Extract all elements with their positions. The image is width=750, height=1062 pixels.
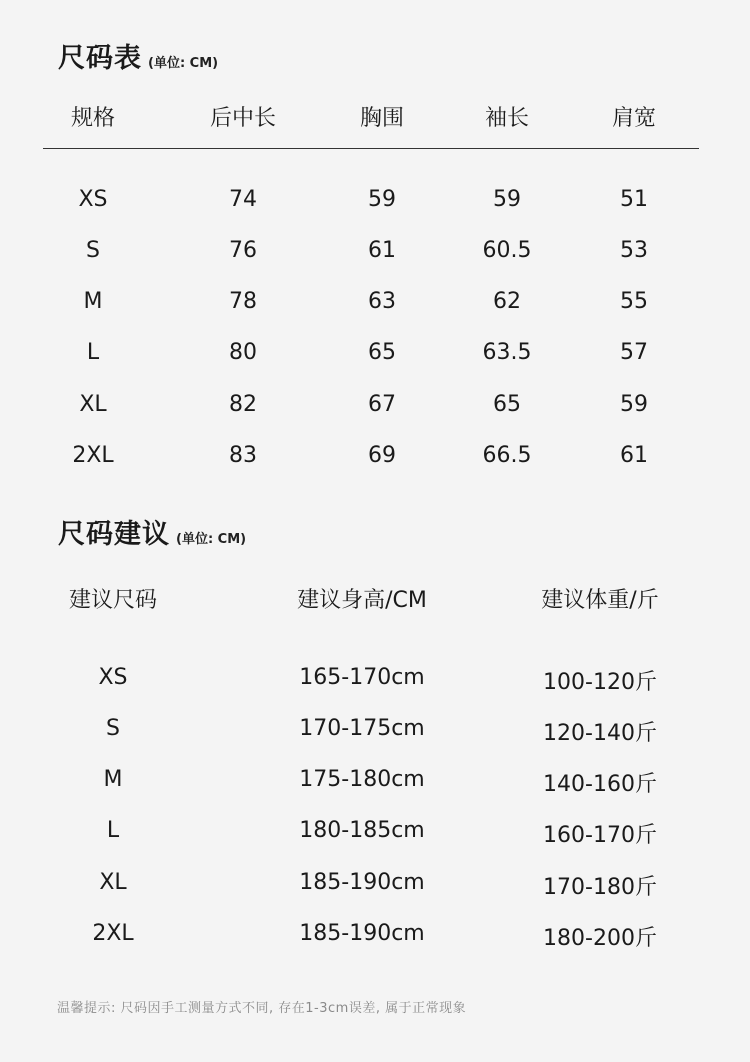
weight-range: 100-120斤	[543, 670, 657, 695]
size-label: M	[103, 767, 123, 792]
back-length-value: 80	[229, 340, 257, 365]
chest-value: 59	[368, 187, 396, 212]
weight-range: 140-160斤	[543, 772, 657, 797]
weight-range: 120-140斤	[543, 721, 657, 746]
size-label: S	[106, 716, 120, 741]
size-advice-title-block	[58, 512, 246, 551]
table-row	[0, 443, 750, 473]
sleeve-value: 59	[493, 187, 521, 212]
header-shoulder: 肩宽	[611, 106, 657, 131]
header-suggested-size: 建议尺码	[68, 588, 158, 613]
back-length-value: 76	[229, 238, 257, 263]
weight-range: 180-200斤	[543, 926, 657, 951]
shoulder-value: 59	[620, 392, 648, 417]
height-range: 170-175cm	[299, 716, 425, 741]
sleeve-value: 63.5	[482, 340, 532, 365]
table-row	[0, 716, 750, 746]
size-label: XL	[99, 870, 127, 895]
back-length-value: 74	[229, 187, 257, 212]
size-label: M	[83, 289, 103, 314]
back-length-value: 82	[229, 392, 257, 417]
height-range: 185-190cm	[299, 921, 425, 946]
height-range: 185-190cm	[299, 870, 425, 895]
size-label: XS	[98, 665, 128, 690]
size-chart-unit: (单位: CM)	[148, 56, 219, 71]
measurement-note: 温馨提示: 尺码因手工测量方式不同, 存在1-3cm误差, 属于正常现象	[57, 1001, 467, 1016]
height-range: 175-180cm	[299, 767, 425, 792]
chest-value: 65	[368, 340, 396, 365]
header-suggested-height: 建议身高/CM	[297, 588, 427, 613]
size-chart-header-row	[0, 101, 750, 137]
height-range: 165-170cm	[299, 665, 425, 690]
size-chart-title-block	[58, 36, 218, 75]
shoulder-value: 61	[620, 443, 648, 468]
chest-value: 63	[368, 289, 396, 314]
height-range: 180-185cm	[299, 818, 425, 843]
table-row	[0, 340, 750, 370]
chest-value: 69	[368, 443, 396, 468]
shoulder-value: 51	[620, 187, 648, 212]
sleeve-value: 65	[493, 392, 521, 417]
table-row	[0, 392, 750, 422]
size-label: L	[86, 340, 100, 365]
back-length-value: 83	[229, 443, 257, 468]
size-label: XL	[79, 392, 107, 417]
shoulder-value: 55	[620, 289, 648, 314]
shoulder-value: 53	[620, 238, 648, 263]
size-advice-header-row	[0, 583, 750, 619]
back-length-value: 78	[229, 289, 257, 314]
header-chest: 胸围	[359, 106, 405, 131]
table-row	[0, 767, 750, 797]
size-label: S	[86, 238, 100, 263]
header-sleeve: 袖长	[484, 106, 530, 131]
weight-range: 170-180斤	[543, 875, 657, 900]
table-row	[0, 187, 750, 217]
table-row	[0, 921, 750, 951]
header-spec: 规格	[70, 106, 116, 131]
header-suggested-weight: 建议体重/斤	[541, 588, 659, 613]
size-label: 2XL	[72, 443, 114, 468]
size-label: L	[106, 818, 120, 843]
shoulder-value: 57	[620, 340, 648, 365]
size-advice-unit: (单位: CM)	[176, 532, 247, 547]
table-row	[0, 818, 750, 848]
size-label: 2XL	[92, 921, 134, 946]
sleeve-value: 62	[493, 289, 521, 314]
header-divider	[43, 148, 699, 149]
size-chart-title: 尺码表	[58, 43, 142, 74]
size-advice-title: 尺码建议	[58, 519, 170, 550]
table-row	[0, 870, 750, 900]
chest-value: 67	[368, 392, 396, 417]
table-row	[0, 289, 750, 319]
table-row	[0, 665, 750, 695]
sleeve-value: 66.5	[482, 443, 532, 468]
sleeve-value: 60.5	[482, 238, 532, 263]
weight-range: 160-170斤	[543, 823, 657, 848]
table-row	[0, 238, 750, 268]
size-label: XS	[78, 187, 108, 212]
chest-value: 61	[368, 238, 396, 263]
header-back-length: 后中长	[209, 106, 277, 131]
